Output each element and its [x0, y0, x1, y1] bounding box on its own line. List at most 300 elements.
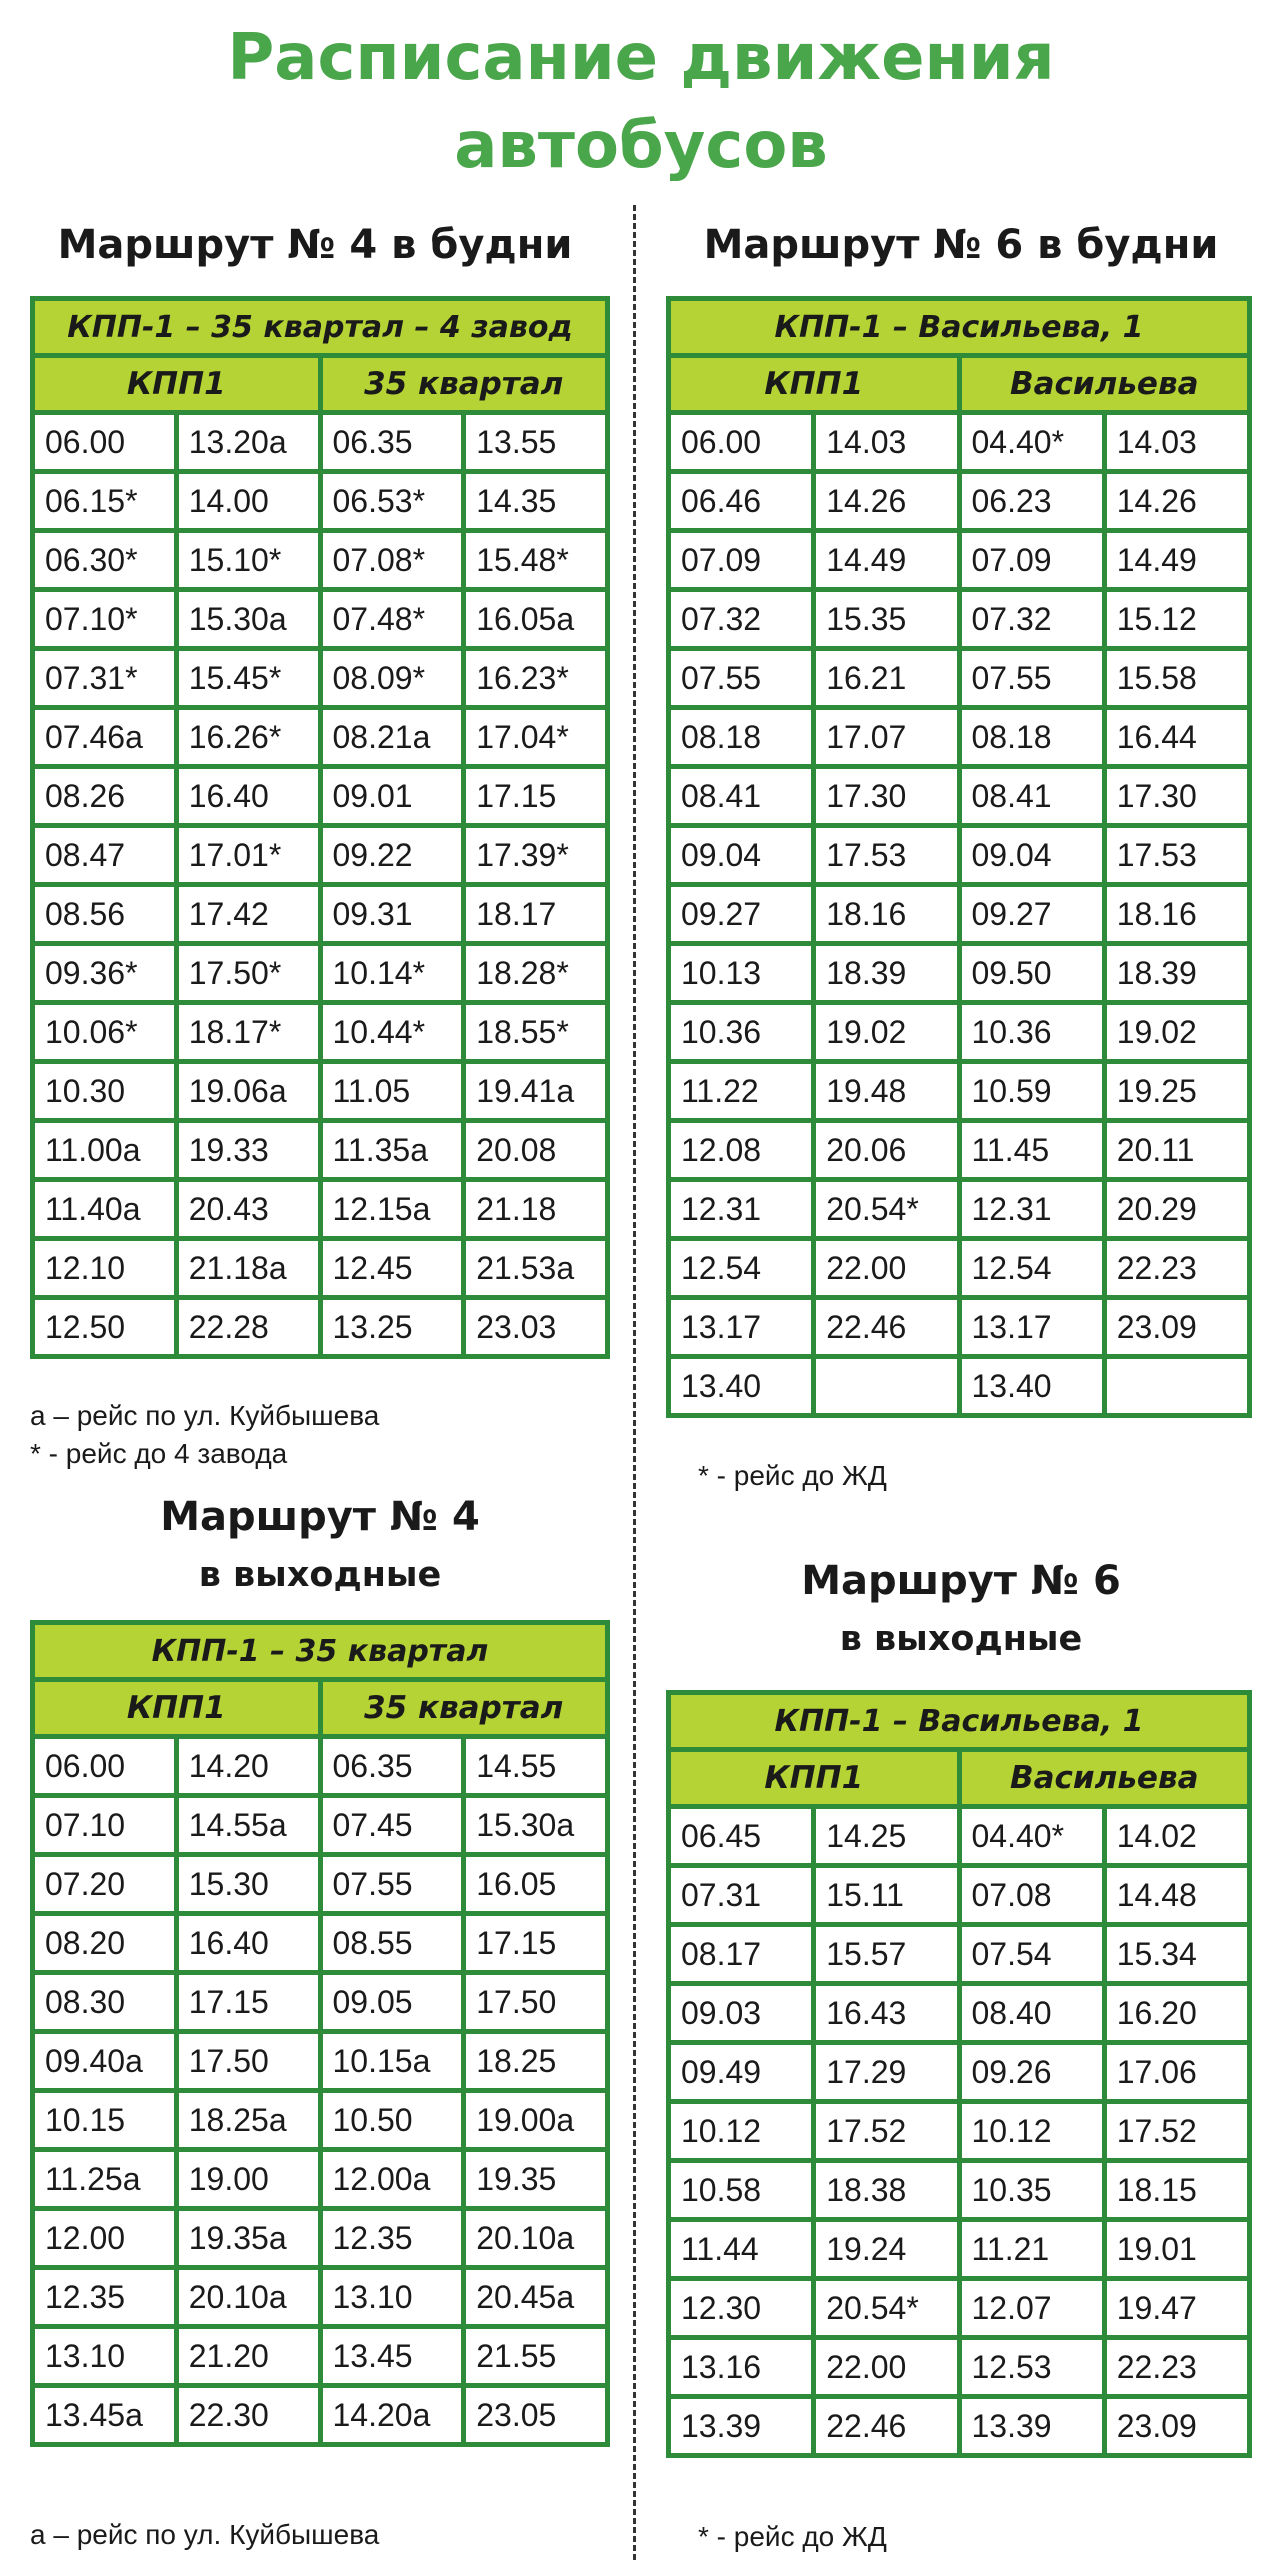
route6-weekend-table [666, 1690, 1252, 2458]
time-cell: 07.32 [671, 592, 811, 646]
time-cell: 19.48 [816, 1064, 956, 1118]
route-name-header: КПП-1 – 35 квартал – 4 завод [35, 301, 605, 353]
time-cell: 17.42 [179, 887, 318, 941]
time-cell: 07.54 [962, 1927, 1102, 1981]
time-cell: 10.58 [671, 2163, 811, 2217]
note-zhd: * - рейс до ЖД [698, 1460, 887, 1491]
time-cell: 06.00 [671, 415, 811, 469]
table-row [35, 1005, 605, 1059]
time-cell: 12.31 [671, 1182, 811, 1236]
time-cell: 14.49 [1107, 533, 1247, 587]
time-cell: 20.06 [816, 1123, 956, 1177]
time-cell: 08.41 [962, 769, 1102, 823]
stop-header-1: КПП1 [671, 358, 957, 410]
time-cell: 11.25а [35, 2152, 174, 2206]
time-cell: 17.30 [816, 769, 956, 823]
table-row [671, 474, 1247, 528]
time-cell: 19.06а [179, 1064, 318, 1118]
time-cell: 06.35 [323, 415, 462, 469]
time-cell: 07.08* [323, 533, 462, 587]
time-cell: 12.54 [671, 1241, 811, 1295]
time-cell: 19.02 [816, 1005, 956, 1059]
time-cell: 10.13 [671, 946, 811, 1000]
route4-weekday-notes [30, 1397, 379, 1473]
route4-weekday-table [30, 296, 610, 1359]
table-row [671, 1868, 1247, 1922]
time-cell: 22.00 [816, 2340, 956, 2394]
time-cell: 14.02 [1107, 1809, 1247, 1863]
time-cell [816, 1359, 956, 1413]
time-cell: 09.36* [35, 946, 174, 1000]
time-cell: 08.20 [35, 1916, 174, 1970]
time-cell: 09.26 [962, 2045, 1102, 2099]
time-cell: 16.40 [179, 1916, 318, 1970]
time-cell: 17.15 [466, 1916, 605, 1970]
time-cell: 07.55 [323, 1857, 462, 1911]
time-cell: 15.30а [466, 1798, 605, 1852]
time-cell: 16.05 [466, 1857, 605, 1911]
time-cell: 15.12 [1107, 592, 1247, 646]
time-cell: 15.48* [466, 533, 605, 587]
table-row [671, 2399, 1247, 2453]
time-cell: 12.35 [323, 2211, 462, 2265]
time-cell: 08.26 [35, 769, 174, 823]
time-cell: 04.40* [962, 415, 1102, 469]
route6-weekday-heading [666, 216, 1256, 274]
time-cell: 08.30 [35, 1975, 174, 2029]
time-cell: 08.17 [671, 1927, 811, 1981]
time-cell: 18.39 [1107, 946, 1247, 1000]
table-row [35, 1241, 605, 1295]
time-cell: 10.06* [35, 1005, 174, 1059]
route4-weekday-heading [30, 216, 600, 274]
time-cell: 13.45а [35, 2388, 174, 2442]
time-cell: 19.25 [1107, 1064, 1247, 1118]
time-cell: 14.35 [466, 474, 605, 528]
table-row [671, 1241, 1247, 1295]
stop-header-2: 35 квартал [323, 358, 606, 410]
time-cell: 16.20 [1107, 1986, 1247, 2040]
time-cell: 21.18 [466, 1182, 605, 1236]
route4-weekday-heading-text: Маршрут № 4 в будни [57, 222, 573, 268]
time-cell: 13.10 [323, 2270, 462, 2324]
time-cell: 18.17 [466, 887, 605, 941]
time-cell: 16.23* [466, 651, 605, 705]
time-cell: 14.20а [323, 2388, 462, 2442]
time-cell: 12.00а [323, 2152, 462, 2206]
time-cell: 21.20 [179, 2329, 318, 2383]
time-cell: 17.39* [466, 828, 605, 882]
time-cell: 23.05 [466, 2388, 605, 2442]
time-cell: 10.50 [323, 2093, 462, 2147]
table-row [35, 2270, 605, 2324]
time-cell: 08.56 [35, 887, 174, 941]
time-cell: 17.04* [466, 710, 605, 764]
time-cell: 14.03 [1107, 415, 1247, 469]
time-cell: 16.05а [466, 592, 605, 646]
time-cell: 18.38 [816, 2163, 956, 2217]
time-cell: 17.50* [179, 946, 318, 1000]
time-cell: 06.35 [323, 1739, 462, 1793]
time-cell: 16.26* [179, 710, 318, 764]
time-cell: 22.23 [1107, 2340, 1247, 2394]
time-cell: 17.53 [1107, 828, 1247, 882]
table-row [35, 1182, 605, 1236]
table-row [35, 2152, 605, 2206]
time-cell: 12.30 [671, 2281, 811, 2335]
table-row [671, 592, 1247, 646]
time-cell: 16.40 [179, 769, 318, 823]
table-row [35, 474, 605, 528]
table-row [35, 592, 605, 646]
time-cell: 15.57 [816, 1927, 956, 1981]
time-cell: 16.43 [816, 1986, 956, 2040]
time-cell: 08.18 [671, 710, 811, 764]
route4-weekend-heading-title: Маршрут № 4 [160, 1494, 480, 1540]
route6-weekend-notes [698, 2518, 887, 2556]
time-cell: 07.08 [962, 1868, 1102, 1922]
time-cell: 22.46 [816, 1300, 956, 1354]
table-row [35, 2388, 605, 2442]
route6-weekday-notes [698, 1457, 887, 1495]
time-cell: 13.39 [962, 2399, 1102, 2453]
time-cell: 21.55 [466, 2329, 605, 2383]
table-row [671, 2163, 1247, 2217]
note-zhd-weekend: * - рейс до ЖД [698, 2521, 887, 2552]
time-cell: 16.44 [1107, 710, 1247, 764]
table-row [671, 2222, 1247, 2276]
column-divider [633, 205, 636, 2560]
time-cell: 13.10 [35, 2329, 174, 2383]
time-cell: 13.39 [671, 2399, 811, 2453]
table-row [35, 415, 605, 469]
time-cell: 11.45 [962, 1123, 1102, 1177]
time-cell: 06.00 [35, 1739, 174, 1793]
time-cell: 08.55 [323, 1916, 462, 1970]
stop-header-2: Васильева [962, 1752, 1248, 1804]
time-cell [1107, 1359, 1247, 1413]
time-cell: 17.30 [1107, 769, 1247, 823]
time-cell: 07.32 [962, 592, 1102, 646]
table-row [35, 2211, 605, 2265]
time-cell: 17.01* [179, 828, 318, 882]
time-cell: 06.15* [35, 474, 174, 528]
table-row [671, 1005, 1247, 1059]
time-cell: 07.31* [35, 651, 174, 705]
table-row [671, 651, 1247, 705]
time-cell: 23.09 [1107, 1300, 1247, 1354]
time-cell: 22.00 [816, 1241, 956, 1295]
time-cell: 21.18а [179, 1241, 318, 1295]
table-row [35, 1798, 605, 1852]
time-cell: 19.00 [179, 2152, 318, 2206]
route4-weekend-heading-sub: в выходные [198, 1555, 442, 1595]
time-cell: 08.21а [323, 710, 462, 764]
time-cell: 18.16 [1107, 887, 1247, 941]
time-cell: 12.10 [35, 1241, 174, 1295]
table-row [671, 1064, 1247, 1118]
time-cell: 13.17 [962, 1300, 1102, 1354]
time-cell: 12.50 [35, 1300, 174, 1354]
time-cell: 09.49 [671, 2045, 811, 2099]
time-cell: 22.30 [179, 2388, 318, 2442]
time-cell: 15.30 [179, 1857, 318, 1911]
time-cell: 22.46 [816, 2399, 956, 2453]
route-name-header: КПП-1 – Васильева, 1 [671, 1695, 1247, 1747]
time-cell: 10.12 [671, 2104, 811, 2158]
time-cell: 11.40а [35, 1182, 174, 1236]
time-cell: 12.45 [323, 1241, 462, 1295]
route4-weekend-notes [30, 2516, 379, 2554]
time-cell: 17.15 [466, 769, 605, 823]
time-cell: 09.27 [962, 887, 1102, 941]
table-row [35, 946, 605, 1000]
table-row [35, 769, 605, 823]
time-cell: 18.28* [466, 946, 605, 1000]
time-cell: 10.15 [35, 2093, 174, 2147]
time-cell: 18.25а [179, 2093, 318, 2147]
time-cell: 13.17 [671, 1300, 811, 1354]
time-cell: 14.25 [816, 1809, 956, 1863]
time-cell: 09.04 [671, 828, 811, 882]
table-row [35, 1064, 605, 1118]
time-cell: 13.40 [671, 1359, 811, 1413]
table-row [35, 2093, 605, 2147]
time-cell: 15.45* [179, 651, 318, 705]
note-kuybysheva: а – рейс по ул. Куйбышева [30, 1400, 380, 1431]
time-cell: 20.10а [466, 2211, 605, 2265]
time-cell: 11.44 [671, 2222, 811, 2276]
time-cell: 17.06 [1107, 2045, 1247, 2099]
table-row [671, 415, 1247, 469]
table-row [671, 2104, 1247, 2158]
time-cell: 09.04 [962, 828, 1102, 882]
route6-weekday-heading-text: Маршрут № 6 в будни [703, 222, 1219, 268]
time-cell: 14.55 [466, 1739, 605, 1793]
time-cell: 15.11 [816, 1868, 956, 1922]
time-cell: 07.20 [35, 1857, 174, 1911]
table-row [671, 2281, 1247, 2335]
time-cell: 14.00 [179, 474, 318, 528]
time-cell: 07.09 [962, 533, 1102, 587]
time-cell: 09.01 [323, 769, 462, 823]
time-cell: 12.00 [35, 2211, 174, 2265]
time-cell: 20.11 [1107, 1123, 1247, 1177]
table-row [35, 1916, 605, 1970]
time-cell: 15.58 [1107, 651, 1247, 705]
table-row [671, 946, 1247, 1000]
time-cell: 20.45а [466, 2270, 605, 2324]
time-cell: 09.03 [671, 1986, 811, 2040]
time-cell: 17.53 [816, 828, 956, 882]
table-row [35, 1739, 605, 1793]
time-cell: 18.17* [179, 1005, 318, 1059]
time-cell: 11.05 [323, 1064, 462, 1118]
time-cell: 15.35 [816, 592, 956, 646]
time-cell: 19.47 [1107, 2281, 1247, 2335]
time-cell: 17.50 [179, 2034, 318, 2088]
time-cell: 17.15 [179, 1975, 318, 2029]
time-cell: 19.41а [466, 1064, 605, 1118]
time-cell: 11.00а [35, 1123, 174, 1177]
route6-weekend-heading [666, 1552, 1256, 1668]
time-cell: 10.36 [962, 1005, 1102, 1059]
time-cell: 13.40 [962, 1359, 1102, 1413]
time-cell: 20.29 [1107, 1182, 1247, 1236]
table-row [35, 1857, 605, 1911]
time-cell: 07.45 [323, 1798, 462, 1852]
time-cell: 06.46 [671, 474, 811, 528]
time-cell: 12.35 [35, 2270, 174, 2324]
table-row [671, 1300, 1247, 1354]
time-cell: 09.50 [962, 946, 1102, 1000]
time-cell: 08.09* [323, 651, 462, 705]
table-row [671, 1809, 1247, 1863]
route-name-header: КПП-1 – Васильева, 1 [671, 301, 1247, 353]
time-cell: 20.10а [179, 2270, 318, 2324]
time-cell: 10.12 [962, 2104, 1102, 2158]
time-cell: 15.34 [1107, 1927, 1247, 1981]
time-cell: 13.45 [323, 2329, 462, 2383]
time-cell: 22.23 [1107, 1241, 1247, 1295]
time-cell: 06.23 [962, 474, 1102, 528]
time-cell: 17.07 [816, 710, 956, 764]
time-cell: 09.05 [323, 1975, 462, 2029]
time-cell: 14.48 [1107, 1868, 1247, 1922]
time-cell: 19.02 [1107, 1005, 1247, 1059]
time-cell: 07.48* [323, 592, 462, 646]
time-cell: 14.03 [816, 415, 956, 469]
time-cell: 11.21 [962, 2222, 1102, 2276]
table-row [671, 1123, 1247, 1177]
note-4-zavod: * - рейс до 4 завода [30, 1438, 288, 1469]
time-cell: 10.35 [962, 2163, 1102, 2217]
table-row [671, 1359, 1247, 1413]
time-cell: 20.43 [179, 1182, 318, 1236]
time-cell: 09.40а [35, 2034, 174, 2088]
route6-weekend-heading-title: Маршрут № 6 [801, 1558, 1121, 1604]
table-row [671, 887, 1247, 941]
table-row [35, 828, 605, 882]
time-cell: 18.25 [466, 2034, 605, 2088]
table-row [35, 533, 605, 587]
time-cell: 07.55 [962, 651, 1102, 705]
time-cell: 10.44* [323, 1005, 462, 1059]
time-cell: 15.30а [179, 592, 318, 646]
time-cell: 09.22 [323, 828, 462, 882]
time-cell: 19.01 [1107, 2222, 1247, 2276]
route6-weekday-table [666, 296, 1252, 1418]
time-cell: 07.10 [35, 1798, 174, 1852]
time-cell: 15.10* [179, 533, 318, 587]
time-cell: 12.53 [962, 2340, 1102, 2394]
table-row [671, 1927, 1247, 1981]
time-cell: 17.50 [466, 1975, 605, 2029]
time-cell: 17.52 [1107, 2104, 1247, 2158]
table-row [35, 1123, 605, 1177]
time-cell: 17.52 [816, 2104, 956, 2158]
table-row [35, 887, 605, 941]
stop-header-1: КПП1 [671, 1752, 957, 1804]
table-row [35, 2329, 605, 2383]
route4-weekend-heading [30, 1488, 610, 1604]
time-cell: 10.59 [962, 1064, 1102, 1118]
table-row [671, 1182, 1247, 1236]
stop-header-1: КПП1 [35, 1682, 318, 1734]
time-cell: 07.55 [671, 651, 811, 705]
table-row [35, 651, 605, 705]
stop-header-1: КПП1 [35, 358, 318, 410]
time-cell: 10.36 [671, 1005, 811, 1059]
time-cell: 18.55* [466, 1005, 605, 1059]
time-cell: 14.49 [816, 533, 956, 587]
time-cell: 13.16 [671, 2340, 811, 2394]
time-cell: 17.29 [816, 2045, 956, 2099]
time-cell: 18.16 [816, 887, 956, 941]
time-cell: 08.18 [962, 710, 1102, 764]
time-cell: 19.00а [466, 2093, 605, 2147]
time-cell: 11.22 [671, 1064, 811, 1118]
time-cell: 10.15а [323, 2034, 462, 2088]
table-row [671, 533, 1247, 587]
time-cell: 13.25 [323, 1300, 462, 1354]
time-cell: 22.28 [179, 1300, 318, 1354]
time-cell: 08.47 [35, 828, 174, 882]
table-row [671, 769, 1247, 823]
time-cell: 18.15 [1107, 2163, 1247, 2217]
page-title-line-1: Расписание движения [227, 21, 1055, 95]
route4-weekend-table [30, 1620, 610, 2447]
time-cell: 06.00 [35, 415, 174, 469]
time-cell: 18.39 [816, 946, 956, 1000]
table-row [35, 1300, 605, 1354]
time-cell: 06.53* [323, 474, 462, 528]
stop-header-2: 35 квартал [323, 1682, 606, 1734]
time-cell: 13.55 [466, 415, 605, 469]
time-cell: 07.10* [35, 592, 174, 646]
table-row [35, 710, 605, 764]
time-cell: 12.07 [962, 2281, 1102, 2335]
route-name-header: КПП-1 – 35 квартал [35, 1625, 605, 1677]
time-cell: 12.08 [671, 1123, 811, 1177]
time-cell: 07.31 [671, 1868, 811, 1922]
time-cell: 09.31 [323, 887, 462, 941]
time-cell: 19.24 [816, 2222, 956, 2276]
page-title [0, 14, 1282, 190]
time-cell: 10.30 [35, 1064, 174, 1118]
time-cell: 07.09 [671, 533, 811, 587]
table-row [35, 2034, 605, 2088]
table-row [671, 828, 1247, 882]
time-cell: 08.40 [962, 1986, 1102, 2040]
table-row [671, 2340, 1247, 2394]
note-kuybysheva-weekend: а – рейс по ул. Куйбышева [30, 2519, 380, 2550]
time-cell: 20.54* [816, 2281, 956, 2335]
time-cell: 08.41 [671, 769, 811, 823]
time-cell: 19.35а [179, 2211, 318, 2265]
time-cell: 12.54 [962, 1241, 1102, 1295]
time-cell: 13.20а [179, 415, 318, 469]
time-cell: 19.33 [179, 1123, 318, 1177]
table-row [671, 710, 1247, 764]
time-cell: 12.15а [323, 1182, 462, 1236]
time-cell: 12.31 [962, 1182, 1102, 1236]
time-cell: 06.30* [35, 533, 174, 587]
time-cell: 19.35 [466, 2152, 605, 2206]
table-row [671, 1986, 1247, 2040]
table-row [671, 2045, 1247, 2099]
time-cell: 14.20 [179, 1739, 318, 1793]
